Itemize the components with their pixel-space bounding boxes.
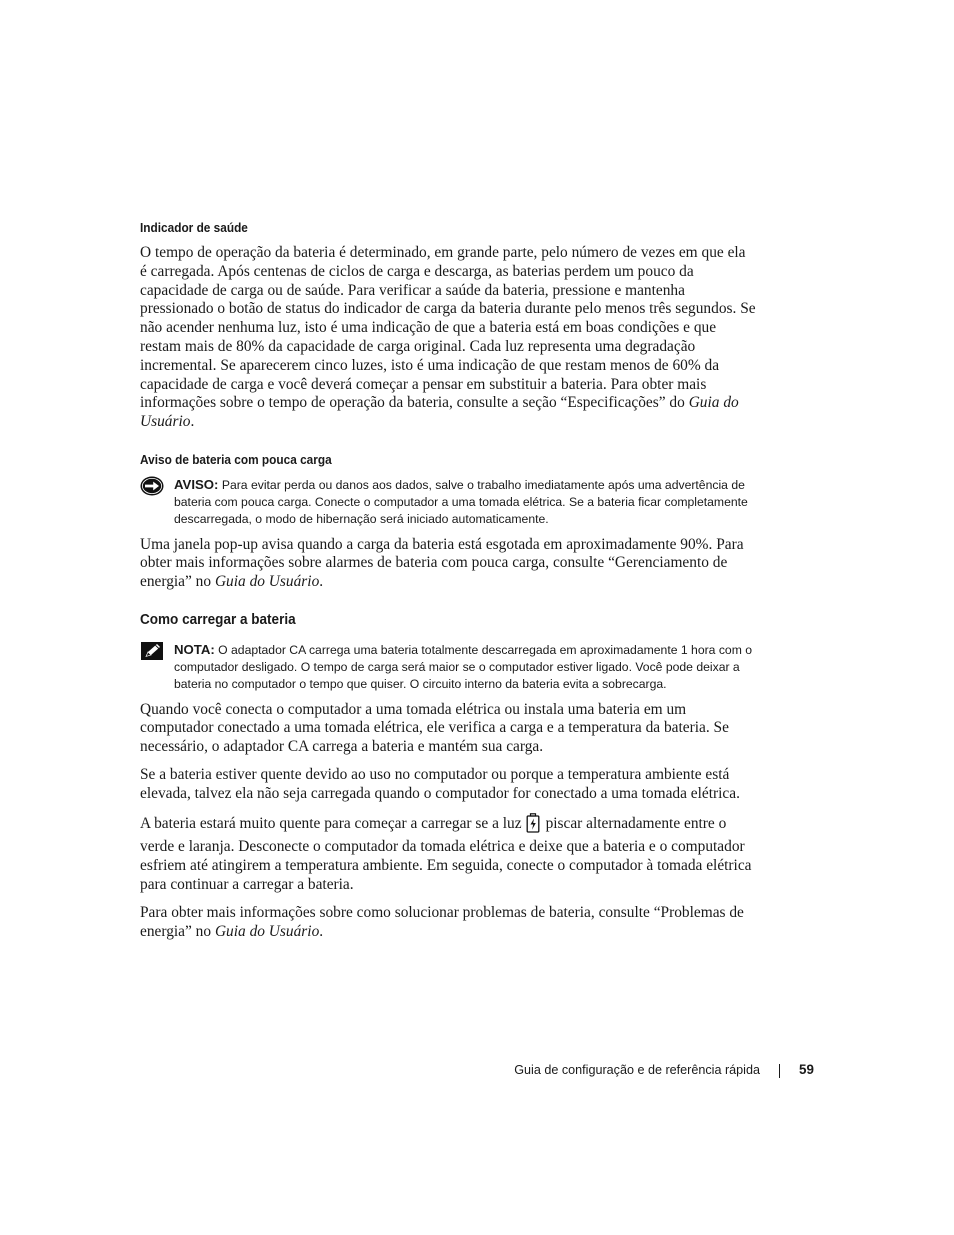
- health-paragraph-end: .: [190, 413, 195, 431]
- health-guide-reference: Guia do Usuário: [140, 394, 739, 431]
- footer-divider: [779, 1064, 780, 1078]
- charging-note: [140, 641, 756, 694]
- low-battery-paragraph-end: .: [319, 573, 324, 591]
- page-number: 59: [799, 1062, 814, 1077]
- battery-status-light-icon: [526, 813, 540, 839]
- charging-paragraph-3: [140, 813, 756, 895]
- caution-icon: [140, 476, 164, 501]
- health-paragraph-text: O tempo de operação da bateria é determinado, em grande parte, pelo número de vezes em que ela é carregada. Após centenas de ciclos de carga e descarga, as baterias perdem um pouco da capacidade de carga ou de saúde. Para verificar a saúde da bateria, pressione e mantenha pressionado o botão de status do indicador de carga da bateria durante pelo menos três segundos. Se não acender nenhuma luz, isto é uma indicação de que a bateria está em boas condições e que restam mais de 80% da capacidade de carga original. Cada luz representa uma degradação incremental. Se aparecerem cinco luzes, isto é uma indicação de que restam menos de 60% da capacidade de carga e você deverá começar a pensar em substituir a bateria. Para obter mais informações sobre o tempo de operação da bateria, consulte a seção “Especificações” do: [140, 244, 756, 412]
- low-battery-notice: [140, 476, 756, 529]
- low-battery-heading: Aviso de bateria com pouca carga: [140, 452, 332, 467]
- charging-paragraph-4-text: Para obter mais informações sobre como solucionar problemas de bateria, consulte “Problemas de energia” no: [140, 903, 744, 940]
- health-indicator-paragraph: [140, 244, 756, 432]
- notice-label: AVISO:: [174, 476, 219, 492]
- note-text: O adaptador CA carrega uma bateria totalmente descarregada em aproximadamente 1 hora com o computador desligado. O tempo de carga será maior se o computador estiver ligado. Você pode deixar a bateria no computador o tempo que quiser. O circuito interno da bateria evita a sobrecarga.: [174, 642, 753, 692]
- page-footer: [0, 1061, 954, 1081]
- charging-heading: Como carregar a bateria: [140, 611, 296, 628]
- charging-paragraph-1: Quando você conecta o computador a uma tomada elétrica ou instala uma bateria em um computador conectado a uma tomada elétrica, ele verifica a carga e a temperatura da bateria. Se necessário, o adaptador CA carrega a bateria e mantém sua carga.: [140, 700, 729, 756]
- page-content: [140, 220, 756, 941]
- charging-paragraph-4-end: .: [319, 922, 324, 940]
- low-battery-paragraph-text: Uma janela pop-up avisa quando a carga da bateria está esgotada em aproximadamente 90%. Para obter mais informações sobre alarmes de bateria com pouca carga, consulte “Gerenciamento de energia” no: [140, 535, 744, 591]
- note-pencil-icon: [140, 641, 164, 666]
- low-battery-guide-reference: Guia do Usuário: [214, 573, 320, 591]
- charging-paragraph-3-end: piscar alternadamente entre o verde e laranja. Desconecte o computador da tomada elétrica e deixe que a bateria e o computador esfriem até atingirem a temperatura ambiente. Em seguida, conecte o computador à tomada elétrica para continuar a carregar a bateria.: [140, 814, 752, 893]
- footer-title: Guia de configuração e de referência rápida: [514, 1063, 760, 1077]
- charging-paragraph-4: [140, 904, 756, 942]
- charging-paragraph-3-start: A bateria estará muito quente para começar a carregar se a luz: [140, 814, 522, 832]
- health-indicator-heading: Indicador de saúde: [140, 221, 248, 235]
- low-battery-paragraph: [140, 536, 756, 592]
- note-label: NOTA:: [174, 641, 215, 657]
- charging-paragraph-2: Se a bateria estiver quente devido ao uso no computador ou porque a temperatura ambiente está elevada, talvez ela não seja carregada quando o computador for conectado a uma tomada elétrica.: [140, 765, 740, 802]
- notice-text: Para evitar perda ou danos aos dados, salve o trabalho imediatamente após uma advertência de bateria com pouca carga. Conecte o computador a uma tomada elétrica. Se a bateria ficar completamente descarregada, o modo de hibernação será iniciado automaticamente.: [174, 477, 748, 527]
- charging-guide-reference: Guia do Usuário: [214, 922, 320, 940]
